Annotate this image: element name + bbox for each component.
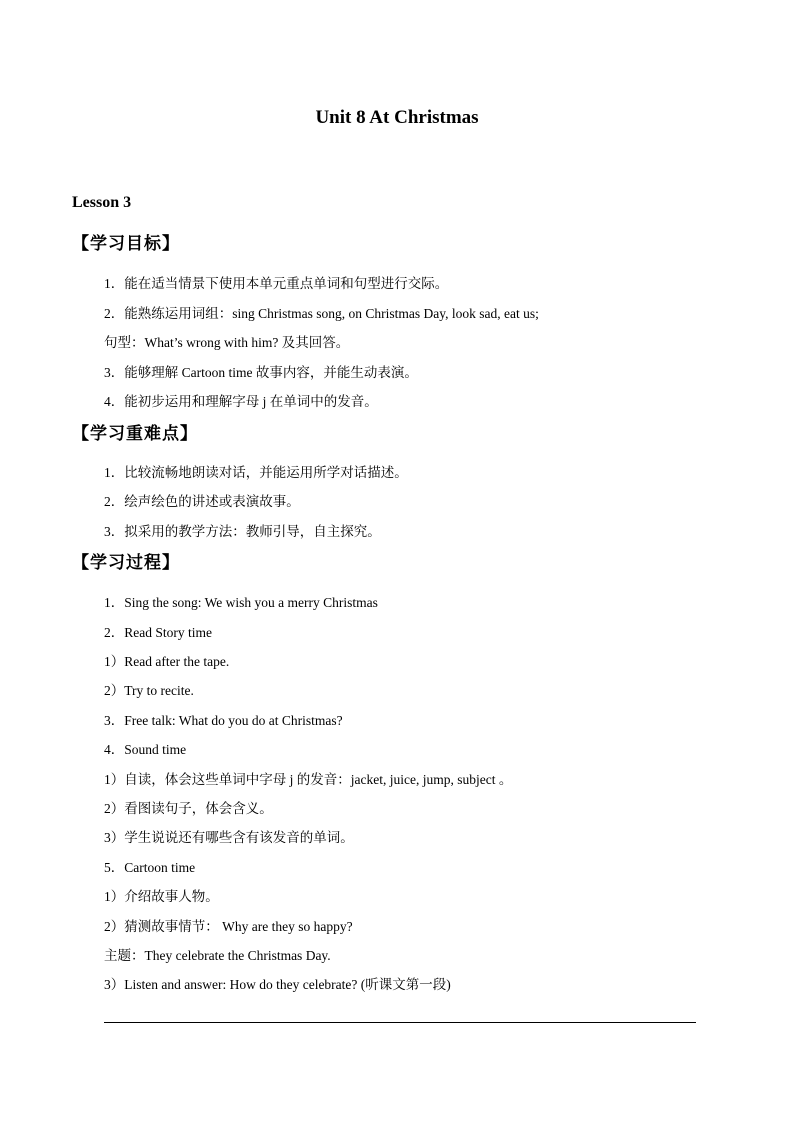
page-title: Unit 8 At Christmas [315,107,479,128]
key-point-line: 1．比较流畅地朗读对话，并能运用所学对话描述。 [104,465,408,480]
process-line: 1）Read after the tape. [104,654,230,669]
objective-line: 2．能熟练运用词组：sing Christmas song, on Christmas Day, look sad, eat us; [104,306,539,321]
process-line: 1）自读，体会这些单词中字母 j 的发音：jacket, juice, jump, subject 。 [104,772,513,787]
process-line: 1）介绍故事人物。 [104,889,219,904]
objective-line: 1．能在适当情景下使用本单元重点单词和句型进行交际。 [104,276,449,291]
objective-line: 句型：What’s wrong with him? 及其回答。 [104,335,350,350]
key-point-line: 2．绘声绘色的讲述或表演故事。 [104,494,300,509]
bottom-rule [104,1022,696,1023]
process-line: 2）看图读句子，体会含义。 [104,801,273,816]
process-line: 主题：They celebrate the Christmas Day. [104,948,331,963]
objective-line: 4．能初步运用和理解字母 j 在单词中的发音。 [104,394,378,409]
process-line: 1．Sing the song: We wish you a merry Christmas [104,595,378,610]
process-line: 2）猜测故事情节： Why are they so happy? [104,919,353,934]
process-line: 5．Cartoon time [104,860,196,875]
process-line: 2．Read Story time [104,625,212,640]
process-line: 3．Free talk: What do you do at Christmas? [104,713,343,728]
section-heading-key-points: 【学习重难点】 [72,424,198,444]
process-line: 3）学生说说还有哪些含有该发音的单词。 [104,830,354,845]
process-line: 4．Sound time [104,742,187,757]
section-heading-objectives: 【学习目标】 [72,234,180,254]
process-line: 2）Try to recite. [104,683,194,698]
lesson-label: Lesson 3 [72,194,132,211]
objective-line: 3．能够理解 Cartoon time 故事内容，并能生动表演。 [104,365,418,380]
section-heading-process: 【学习过程】 [72,553,180,573]
process-line: 3）Listen and answer: How do they celebrate? (听课文第一段) [104,977,451,992]
key-point-line: 3．拟采用的教学方法：教师引导，自主探究。 [104,524,381,539]
